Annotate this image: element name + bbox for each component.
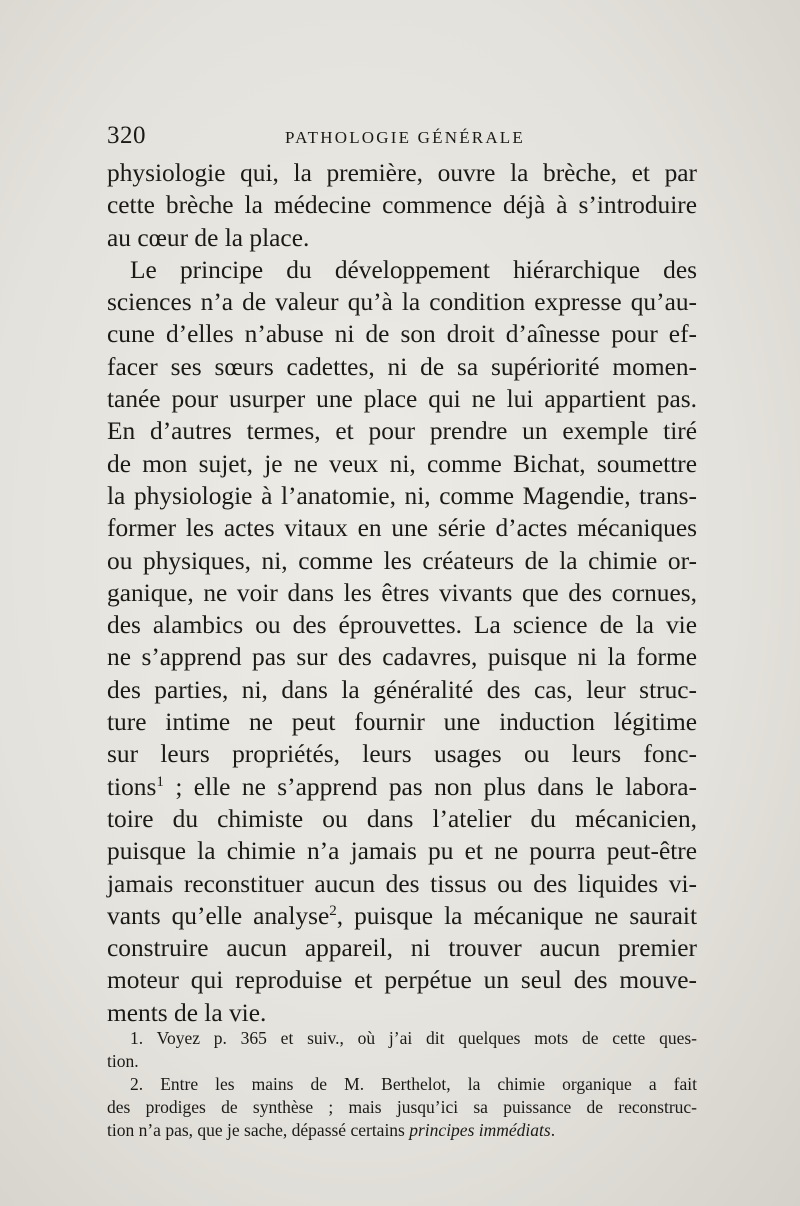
text-line: toire du chimiste ou dans l’atelier du mécanicien, — [107, 804, 697, 833]
text-line — [107, 900, 697, 932]
text-line: des parties, ni, dans la généralité des cas, leur struc- — [107, 675, 697, 704]
footnotes — [107, 1027, 697, 1142]
text-line: moteur qui reproduise et perpétue un seul des mouve- — [107, 966, 697, 995]
footnote-line: 1. Voyez p. 365 et suiv., où j’ai dit quelques mots de cette ques- — [130, 1028, 697, 1048]
text-line: des alambics ou des éprouvettes. La science de la vie — [107, 611, 697, 640]
text-fragment: ; elle ne s’apprend pas non plus dans le labora- — [163, 772, 697, 801]
text-line: cette brèche la médecine commence déjà à s’introduire — [107, 191, 697, 220]
text-fragment: tion n’a pas, que je sache, dépassé certains — [107, 1120, 410, 1140]
footnote-ref-2[interactable]: 2 — [329, 902, 337, 919]
text-fragment: , puisque la mécanique ne saurait — [336, 901, 698, 930]
text-line: ou physiques, ni, comme les créateurs de la chimie or- — [107, 546, 697, 575]
footnote-ref-1[interactable]: 1 — [156, 773, 164, 790]
text-line: former les actes vitaux en une série d’actes mécaniques — [107, 514, 697, 543]
text-fragment: tions — [107, 772, 157, 801]
text-line: physiologie qui, la première, ouvre la brèche, et par — [107, 159, 697, 187]
italic-phrase: principes immédiats — [409, 1120, 551, 1140]
text-line: cune d’elles n’abuse ni de son droit d’aînesse pour ef- — [107, 320, 697, 349]
text-line: sciences n’a de valeur qu’à la condition expresse qu’au- — [107, 288, 697, 317]
body-text — [107, 157, 697, 1029]
text-line: jamais reconstituer aucun des tissus ou des liquides vi- — [107, 869, 697, 898]
text-line: construire aucun appareil, ni trouver aucun premier — [107, 934, 697, 963]
text-line: puisque la chimie n’a jamais pu et ne pourra peut-être — [107, 837, 697, 866]
footnote-line: des prodiges de synthèse ; mais jusqu’ici sa puissance de reconstruc- — [107, 1097, 697, 1117]
text-line: ture intime ne peut fournir une induction légitime — [107, 708, 697, 737]
text-line: la physiologie à l’anatomie, ni, comme Magendie, trans- — [107, 481, 697, 510]
text-line: facer ses sœurs cadettes, ni de sa supériorité momen- — [107, 352, 697, 381]
footnote-line — [107, 1119, 697, 1142]
text-line: Le principe du développement hiérarchique des — [130, 255, 697, 284]
text-line: de mon sujet, je ne veux ni, comme Bichat, soumettre — [107, 449, 697, 478]
text-line: ments de la vie. — [107, 998, 267, 1027]
text-line: au cœur de la place. — [107, 223, 310, 252]
running-title: PATHOLOGIE GÉNÉRALE — [285, 128, 525, 147]
text-line: tanée pour usurper une place qui ne lui appartient pas. — [107, 385, 697, 414]
page-header — [107, 120, 697, 150]
footnote-line: 2. Entre les mains de M. Berthelot, la chimie organique a fait — [130, 1074, 697, 1094]
text-fragment: . — [550, 1120, 556, 1140]
text-line — [107, 771, 697, 803]
text-line: En d’autres termes, et pour prendre un exemple tiré — [107, 417, 697, 446]
page-number: 320 — [107, 122, 146, 149]
text-fragment: vants qu’elle analyse — [107, 901, 330, 930]
text-line: ne s’apprend pas sur des cadavres, puisque ni la forme — [107, 643, 697, 672]
text-line: ganique, ne voir dans les êtres vivants que des cornues, — [107, 578, 697, 607]
text-line: sur leurs propriétés, leurs usages ou leurs fonc- — [107, 740, 697, 769]
footnote-line: tion. — [107, 1051, 139, 1071]
